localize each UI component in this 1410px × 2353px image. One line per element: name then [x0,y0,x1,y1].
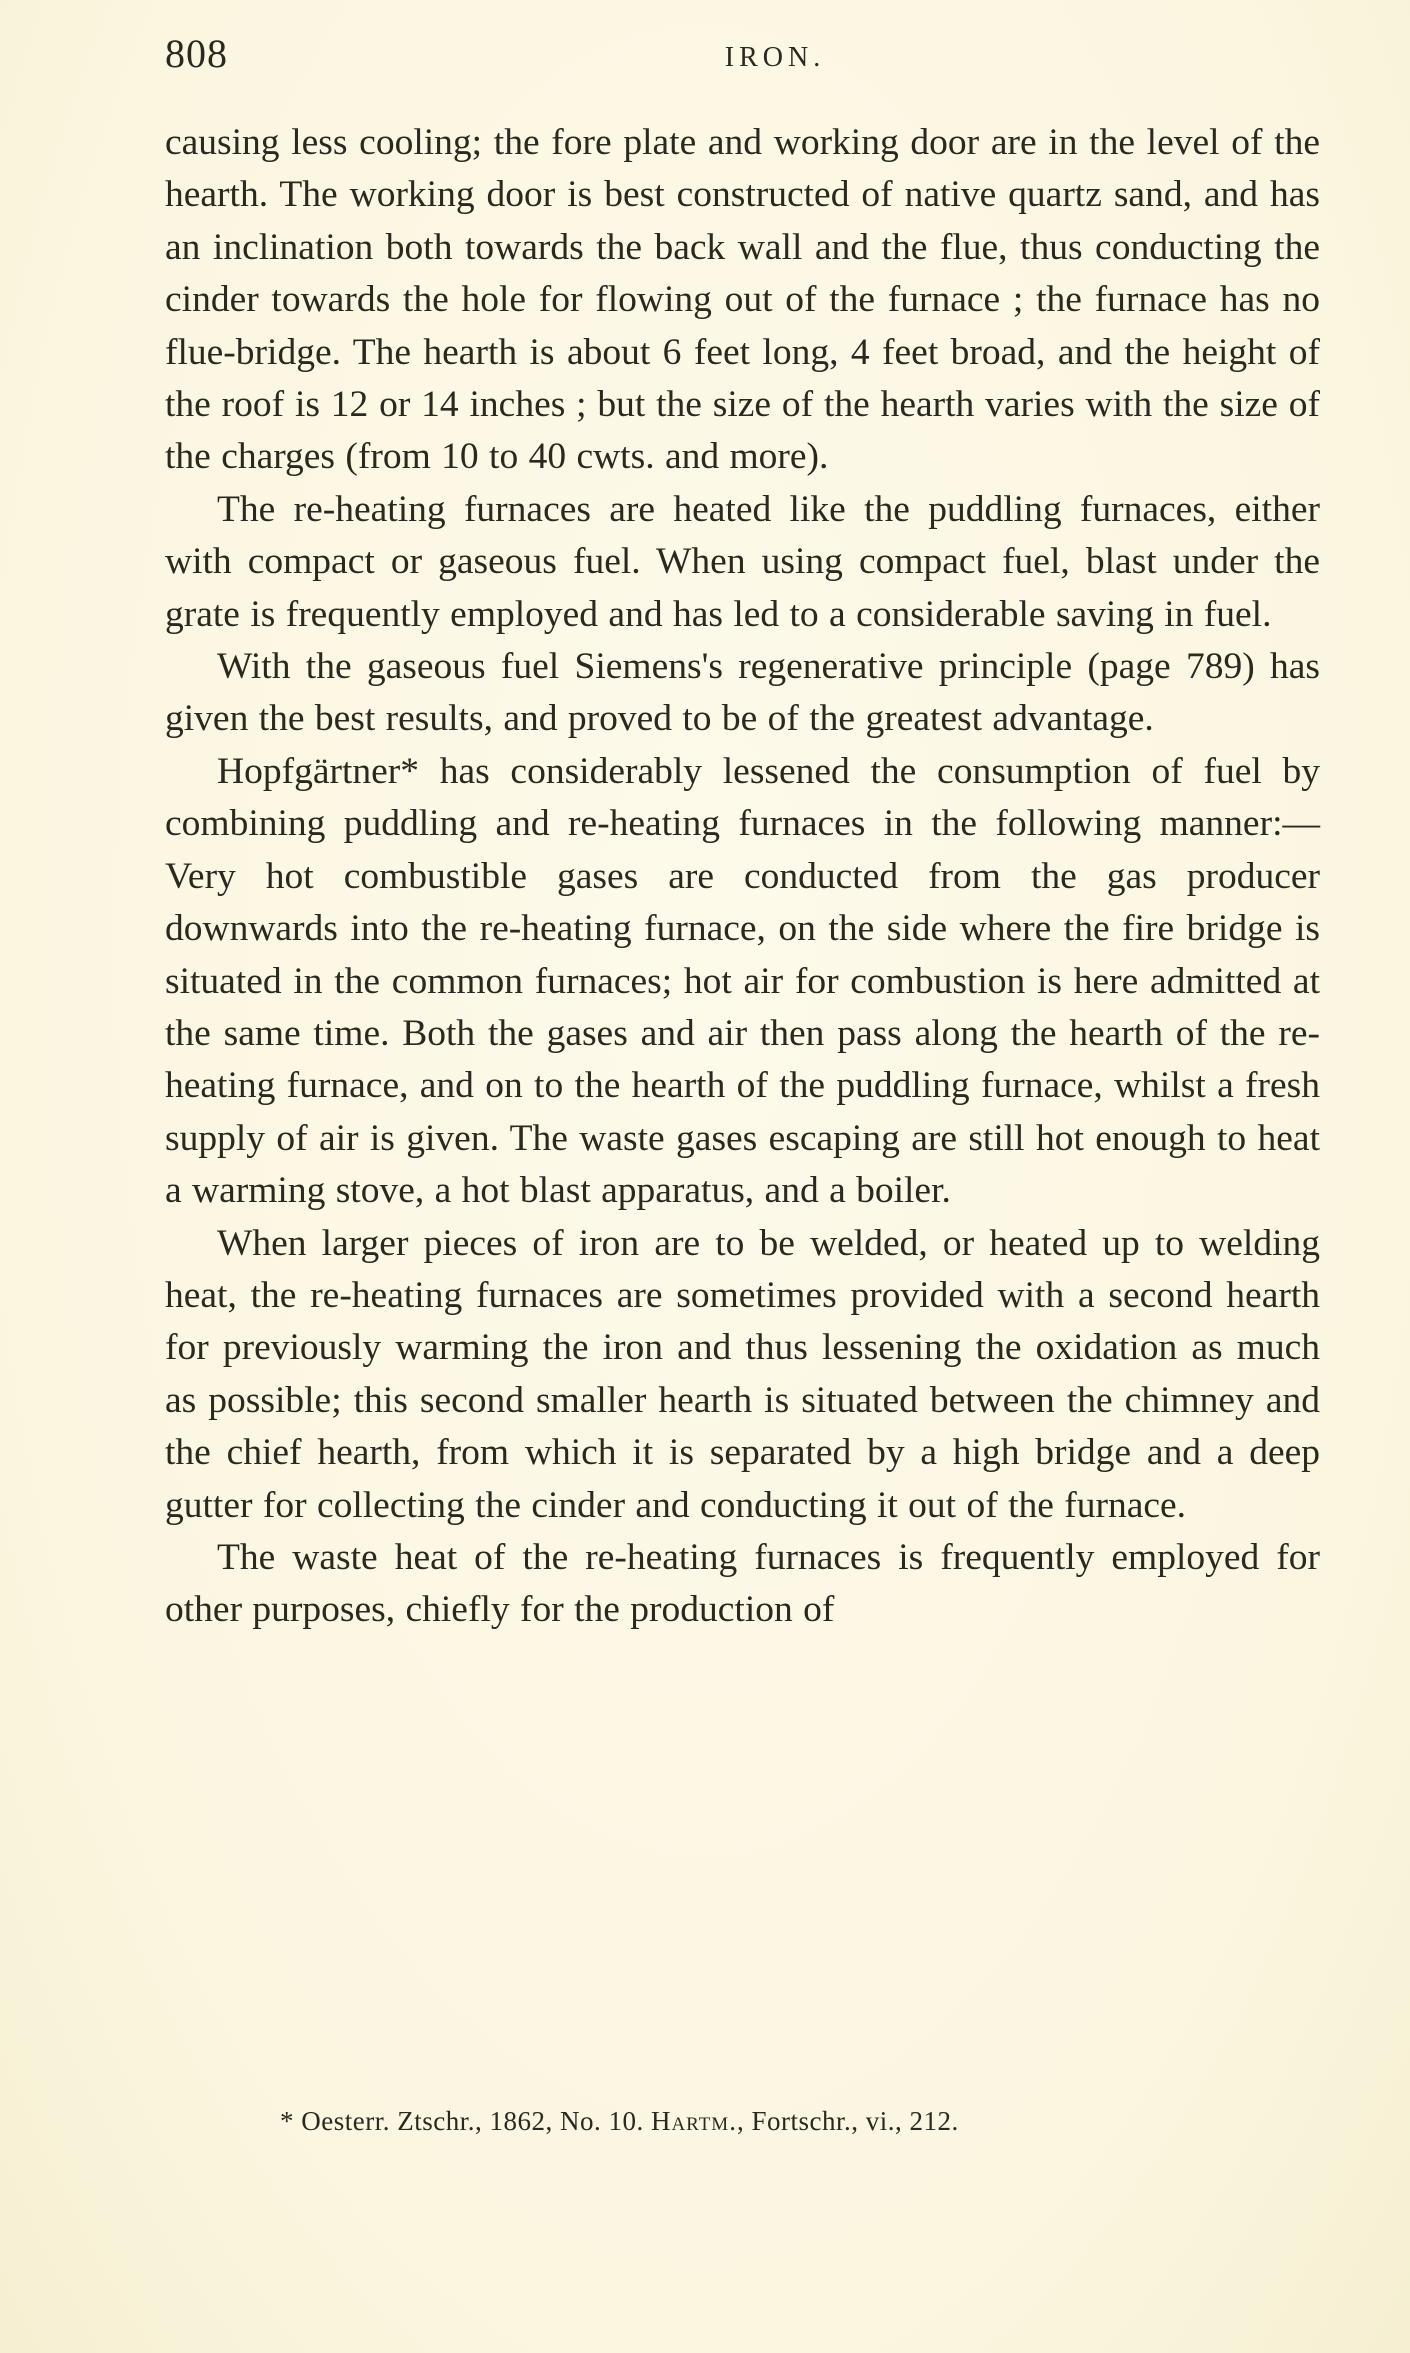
footnote-marker: * [280,2106,294,2136]
paragraph-4: Hopfgärtner* has considerably lessened the consumption of fuel by combining puddling and re-heating furnaces in the following manner:—Very hot combustible gases are conducted from the gas producer downwards into the re-heating furnace, on the side where the fire bridge is situated in the common furnaces; hot air for combustion is here admitted at the same time. Both the gases and air then pass along the hearth of the re-heating furnace, and on to the hearth of the puddling furnace, whilst a fresh supply of air is given. The waste gases escaping are still hot enough to heat a warming stove, a hot blast apparatus, and a boiler. [165,750,1320,1212]
paragraph-6: The waste heat of the re-heating furnaces is frequently employed for other purposes, chiefly for the production of [165,1536,1320,1631]
body-text [165,117,1320,1637]
footnote [280,2106,1280,2137]
footnote-citation-rest: , Fortschr., vi., 212. [736,2106,959,2136]
paragraph-1: causing less cooling; the fore plate and working door are in the level of the hearth. The working door is best constructed of native quartz sand, and has an inclination both towards the back wall and the flue, thus conducting the cinder towards the hole for flowing out of the furnace ; the furnace has no flue-bridge. The hearth is about 6 feet long, 4 feet broad, and the height of the roof is 12 or 14 inches ; but the size of the hearth varies with the size of the charges (from 10 to 40 cwts. and more). [165,122,1320,478]
footnote-citation: Oesterr. Ztschr., 1862, No. 10. [301,2106,644,2136]
paragraph-5: When larger pieces of iron are to be welded, or heated up to welding heat, the re-heating furnaces are sometimes provided with a second hearth for previously warming the iron and thus lessening the oxidation as much as possible; this second smaller hearth is situated between the chimney and the chief hearth, from which it is separated by a high bridge and a deep gutter for collecting the cinder and conducting it out of the furnace. [165,1222,1320,1526]
paragraph-2: The re-heating furnaces are heated like the puddling furnaces, either with compact or gaseous fuel. When using compact fuel, blast under the grate is frequently employed and has led to a considerable saving in fuel. [165,488,1320,635]
page-number: 808 [165,31,228,76]
running-head [165,30,1325,80]
paragraph-3: With the gaseous fuel Siemens's regenerative principle (page 789) has given the best results, and proved to be of the greatest advantage. [165,646,1320,740]
running-title: IRON. [724,42,826,73]
footnote-author: Hartm. [650,2106,737,2136]
